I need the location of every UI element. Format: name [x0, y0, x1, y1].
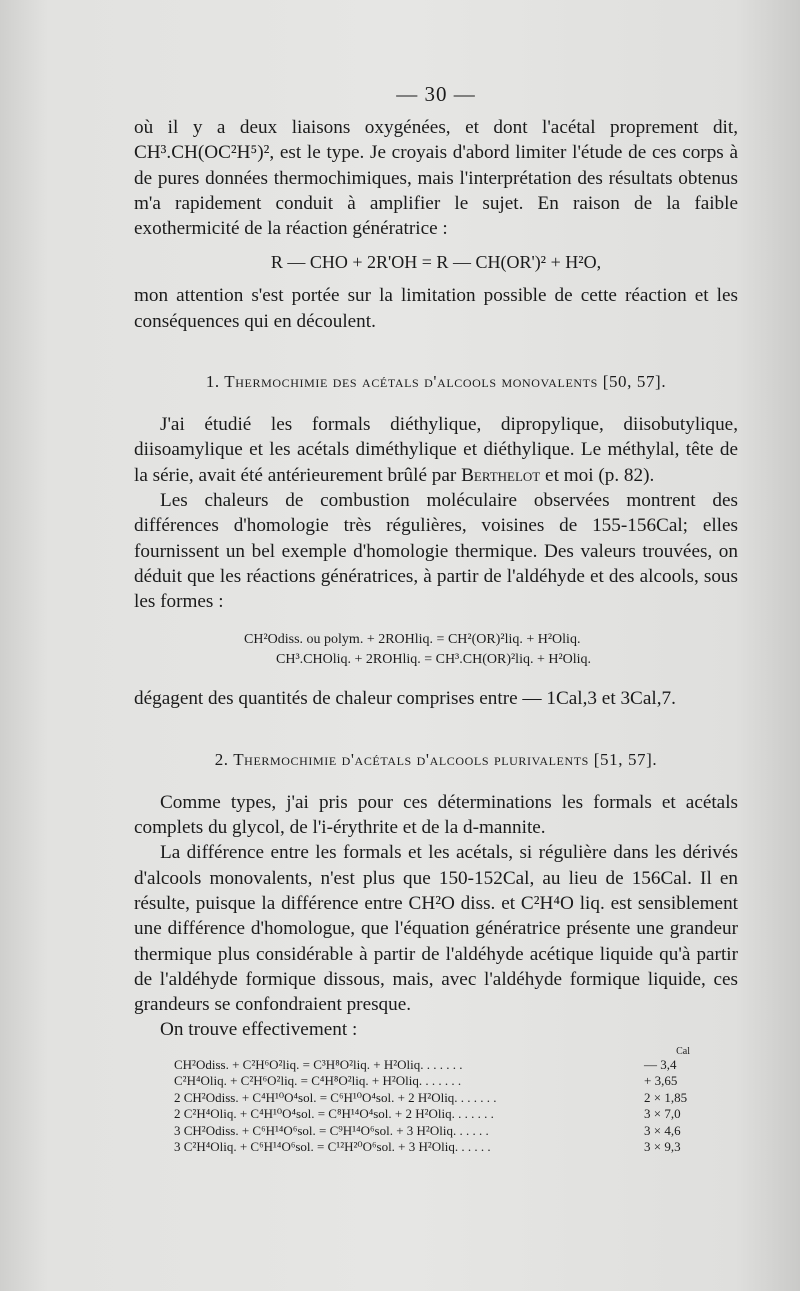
- unit-label: Cal: [676, 1045, 690, 1057]
- paragraph-2: mon attention s'est portée sur la limitation possible de cette réaction et les conséquences qui en découlent.: [134, 285, 738, 332]
- page-content: [134, 82, 738, 1156]
- section-1-paragraph-a: [134, 412, 738, 488]
- table-value: 2 × 1,85: [644, 1089, 688, 1105]
- table-equation: CH²Odiss. + C²H⁶O²liq. = C³H⁸O²liq. + H²Oliq. . . . . . .: [174, 1056, 463, 1072]
- table-equation: 2 C²H⁴Oliq. + C⁴H¹⁰O⁴sol. = C⁸H¹⁴O⁴sol. + 2 H²Oliq. . . . . . .: [174, 1106, 494, 1122]
- author-name: Berthelot: [461, 464, 541, 486]
- equation-block-1: [134, 630, 738, 670]
- thermo-table: [174, 1047, 704, 1156]
- table-equation: 3 C²H⁴Oliq. + C⁶H¹⁴O⁶sol. = C¹²H²⁰O⁶sol. + 3 H²Oliq. . . . . .: [174, 1139, 491, 1155]
- page-number: — 30 —: [396, 82, 476, 106]
- table-equation: 3 CH²Odiss. + C⁶H¹⁴O⁶sol. = C⁹H¹⁴O⁶sol. + 3 H²Oliq. . . . . .: [174, 1122, 489, 1138]
- table-row: [174, 1123, 704, 1140]
- section-1-paragraph-a-end: et moi (p. 82).: [545, 464, 655, 486]
- section-2-paragraph-a: Comme types, j'ai pris pour ces déterminations les formals et acétals complets du glycol, de l'i-érythrite et de la d-mannite.: [134, 791, 738, 839]
- table-value: 3 × 7,0: [644, 1106, 681, 1122]
- table-row: [174, 1073, 704, 1090]
- table-equation: C²H⁴Oliq. + C²H⁶O²liq. = C⁴H⁸O²liq. + H²Oliq. . . . . . .: [174, 1073, 462, 1089]
- table-row: [174, 1139, 704, 1156]
- table-row: [174, 1090, 704, 1107]
- table-value: + 3,65: [644, 1073, 678, 1089]
- table-equation: 2 CH²Odiss. + C⁴H¹⁰O⁴sol. = C⁶H¹⁰O⁴sol. + 2 H²Oliq. . . . . . .: [174, 1089, 497, 1105]
- table-row: [174, 1057, 704, 1074]
- table-value: — 3,4: [644, 1056, 677, 1072]
- section-1-heading: 1. Thermochimie des acétals d'alcools monovalents [50, 57].: [205, 372, 667, 392]
- section-1-paragraph-a-text: J'ai étudié les formals diéthylique, dipropylique, diisobutylique, diisoamylique et les acétals diméthylique et diéthylique. Le méthylal, tête de la série, avait été antérieurement brûlé par: [134, 414, 738, 486]
- equation-generatrice: R — CHO + 2R'OH = R — CH(OR')² + H²O,: [270, 252, 602, 273]
- section-2-paragraph-b: La différence entre les formals et les acétals, si régulière dans les dérivés d'alcools monovalents, n'est plus que 150-152Cal, au lieu de 156Cal. Il en résulte, puisque la différence entre CH²O diss. et C²H⁴O liq. est sensiblement une différence d'homologue, que l'équation génératrice présente une grandeur thermique plus considérable à partir de l'aldéhyde acétique liquide qu'à partir de l'aldéhyde formique dissous, mais, avec l'aldéhyde formique liquide, ces grandeurs se confondraient presque.: [134, 842, 738, 1016]
- table-value: 3 × 9,3: [644, 1139, 681, 1155]
- table-row: [174, 1106, 704, 1123]
- section-1-paragraph-b: Les chaleurs de combustion moléculaire observées montrent des différences d'homologie très régulières, voisines de 155-156Cal; elles fournissent un bel exemple d'homologie thermique. Des valeurs trouvées, on déduit que les réactions génératrices, à partir de l'aldéhyde et des alcools, sous les formes :: [134, 489, 738, 613]
- section-1-paragraph-c: dégagent des quantités de chaleur comprises entre — 1Cal,3 et 3Cal,7.: [134, 688, 676, 710]
- section-2-paragraph-c: On trouve effectivement :: [160, 1019, 358, 1041]
- table-value: 3 × 4,6: [644, 1122, 681, 1138]
- equation-line-1: CH²Odiss. ou polym. + 2ROHliq. = CH²(OR)²liq. + H²Oliq.: [244, 632, 581, 648]
- section-2-heading: 2. Thermochimie d'acétals d'alcools plurivalents [51, 57].: [214, 749, 658, 769]
- paragraph-1: où il y a deux liaisons oxygénées, et dont l'acétal proprement dit, CH³.CH(OC²H⁵)², est le type. Je croyais d'abord limiter l'étude de ces corps à de pures données thermochimiques, mais l'interprétation des résultats obtenus m'a rapidement conduit à amplifier le sujet. En raison de la faible exothermicité de la réaction génératrice :: [134, 117, 738, 240]
- equation-line-2: CH³.CHOliq. + 2ROHliq. = CH³.CH(OR)²liq. + H²Oliq.: [276, 652, 592, 668]
